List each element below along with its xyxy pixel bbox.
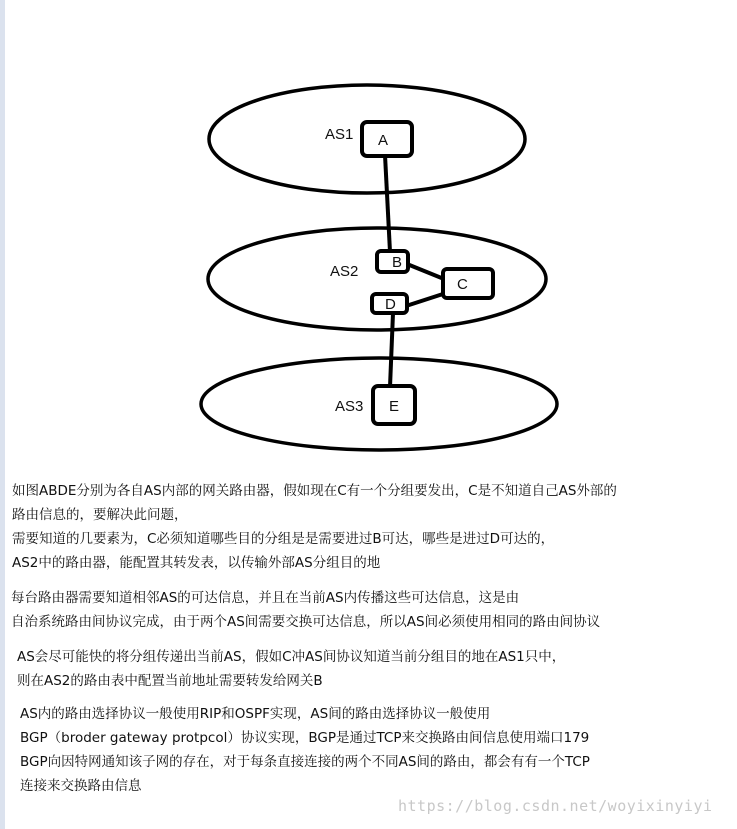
paragraph-line: BGP向因特网通知该子网的存在，对于每条直接连接的两个不同AS间的路由，都会有有一个TCP [20, 754, 590, 770]
as2-label: AS2 [330, 263, 359, 280]
paragraph-line: AS内的路由选择协议一般使用RIP和OSPF实现，AS间的路由选择协议一般使用 [20, 706, 491, 722]
explanation-group-2 [11, 586, 600, 634]
paragraph-line: 自治系统路由间协议完成，由于两个AS间需要交换可达信息，所以AS间必须使用相同的路由间协议 [11, 614, 601, 630]
link-d-e [390, 313, 393, 387]
as3-label: AS3 [335, 398, 364, 415]
paragraph-line: 如图ABDE分别为各自AS内部的网关路由器，假如现在C有一个分组要发出，C是不知道自己AS外部的 [12, 483, 617, 499]
router-c-box [443, 269, 493, 298]
link-a-b [385, 155, 390, 252]
link-b-c [407, 264, 444, 279]
paragraph-line: 需要知道的几要素为，C必须知道哪些目的分组是是需要进过B可达，哪些是进过D可达的， [12, 531, 555, 547]
paragraph-line: 每台路由器需要知道相邻AS的可达信息，并且在当前AS内传播这些可达信息，这是由 [11, 590, 520, 606]
explanation-group-4 [20, 702, 590, 798]
router-c-label: C [457, 276, 468, 293]
paragraph-line: BGP（broder gateway protpcol）协议实现，BGP是通过TCP来交换路由间信息使用端口179 [20, 730, 590, 746]
paragraph-line: 则在AS2的路由表中配置当前地址需要转发给网关B [17, 673, 323, 689]
router-a-label: A [378, 132, 389, 149]
watermark: https://blog.csdn.net/woyixinyiyi [398, 797, 713, 815]
paragraph-line: 路由信息的，要解决此问题， [12, 507, 188, 523]
link-c-d [406, 293, 446, 306]
paragraph-line: AS2中的路由器，能配置其转发表，以传输外部AS分组目的地 [12, 555, 381, 571]
router-d-label: D [385, 296, 396, 313]
explanation-group-3 [17, 645, 565, 693]
explanation-group-1 [12, 479, 617, 575]
paragraph-line: 连接来交换路由信息 [20, 778, 142, 794]
as1-label: AS1 [325, 126, 354, 143]
router-b-label: B [392, 254, 403, 271]
paragraph-line: AS会尽可能快的将分组传递出当前AS，假如C冲AS间协议知道当前分组目的地在AS1只中， [17, 649, 566, 665]
router-e-label: E [389, 398, 400, 415]
